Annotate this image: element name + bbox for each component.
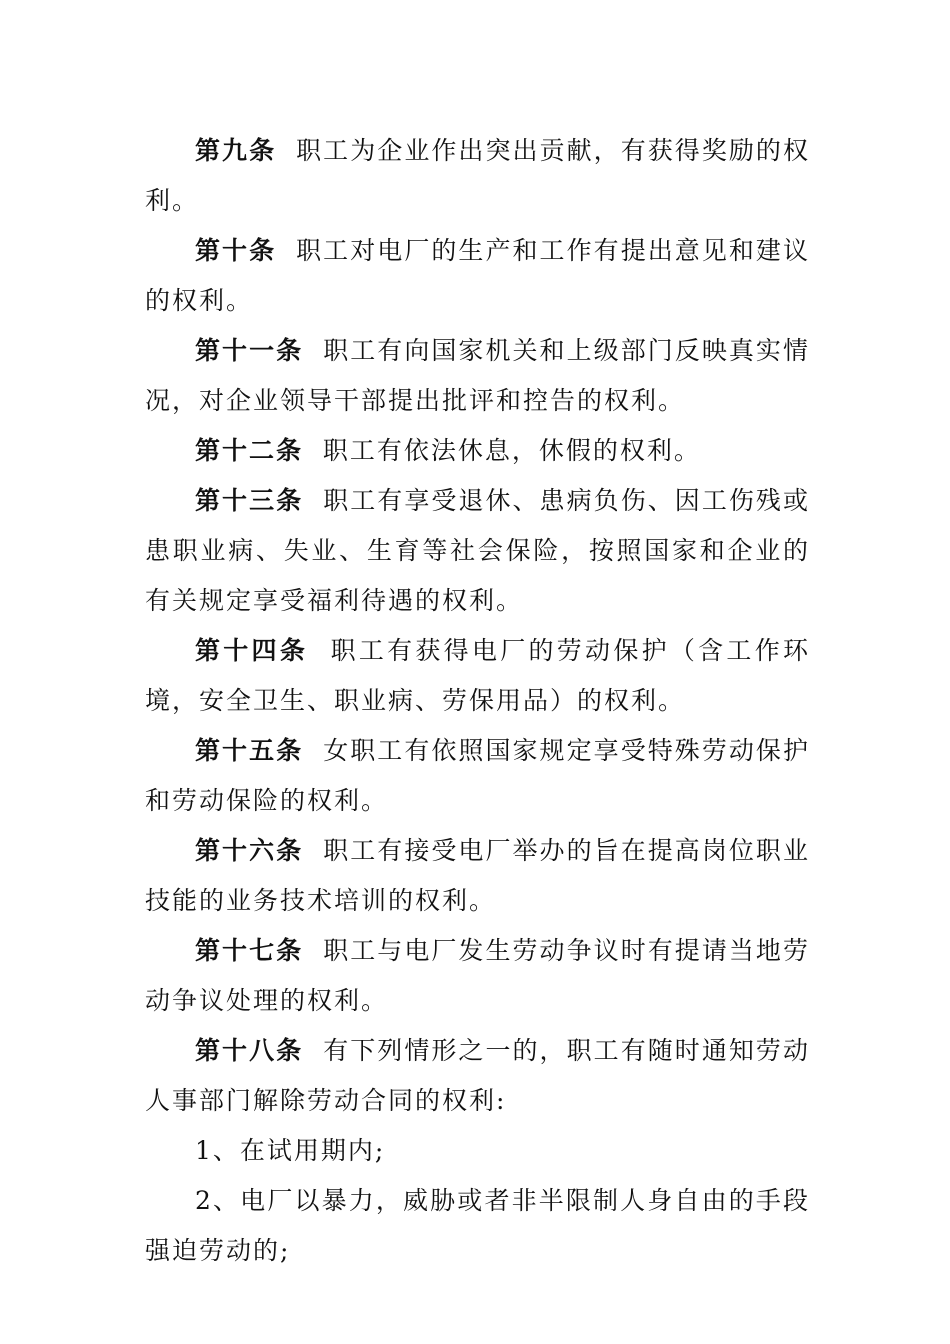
article-17: [145, 926, 810, 1026]
list-item-2: [145, 1176, 810, 1276]
document-body: [145, 126, 810, 1276]
article-text: 职工有接受电厂举办的旨在提高岗位职业技能的业务技术培训的权利。: [145, 836, 810, 915]
article-title: 第十八条: [195, 1036, 304, 1065]
article-title: 第十五条: [195, 736, 304, 765]
article-title: 第十三条: [195, 486, 304, 515]
article-14: [145, 626, 810, 726]
article-text: 职工有向国家机关和上级部门反映真实情况，对企业领导干部提出批评和控告的权利。: [145, 336, 810, 415]
article-text: 职工有依法休息，休假的权利。: [322, 436, 701, 465]
article-10: [145, 226, 810, 326]
article-title: 第十二条: [195, 436, 304, 465]
article-text: 职工对电厂的生产和工作有提出意见和建议的权利。: [145, 236, 810, 315]
article-text: 职工与电厂发生劳动争议时有提请当地劳动争议处理的权利。: [145, 936, 810, 1015]
article-9: [145, 126, 810, 226]
article-15: [145, 726, 810, 826]
article-text: 有下列情形之一的，职工有随时通知劳动人事部门解除劳动合同的权利:: [145, 1036, 810, 1115]
article-title: 第十七条: [195, 936, 304, 965]
article-title: 第九条: [195, 136, 277, 165]
article-text: 女职工有依照国家规定享受特殊劳动保护和劳动保险的权利。: [145, 736, 810, 815]
article-text: 职工有享受退休、患病负伤、因工伤残或患职业病、失业、生育等社会保险，按照国家和企业的有关规定享受福利待遇的权利。: [145, 486, 810, 615]
list-item-text: 1、在试用期内;: [195, 1136, 386, 1165]
article-13: [145, 476, 810, 626]
article-12: [145, 426, 810, 476]
article-title: 第十四条: [195, 636, 309, 665]
article-title: 第十六条: [195, 836, 304, 865]
article-18: [145, 1026, 810, 1126]
list-item-text: 2、电厂以暴力，威胁或者非半限制人身自由的手段强迫劳动的;: [145, 1186, 810, 1265]
article-16: [145, 826, 810, 926]
article-text: 职工为企业作出突出贡献，有获得奖励的权利。: [145, 136, 810, 215]
article-title: 第十一条: [195, 336, 304, 365]
article-11: [145, 326, 810, 426]
article-title: 第十条: [195, 236, 277, 265]
list-item-1: [145, 1126, 810, 1176]
article-text: 职工有获得电厂的劳动保护（含工作环境，安全卫生、职业病、劳保用品）的权利。: [145, 636, 810, 715]
